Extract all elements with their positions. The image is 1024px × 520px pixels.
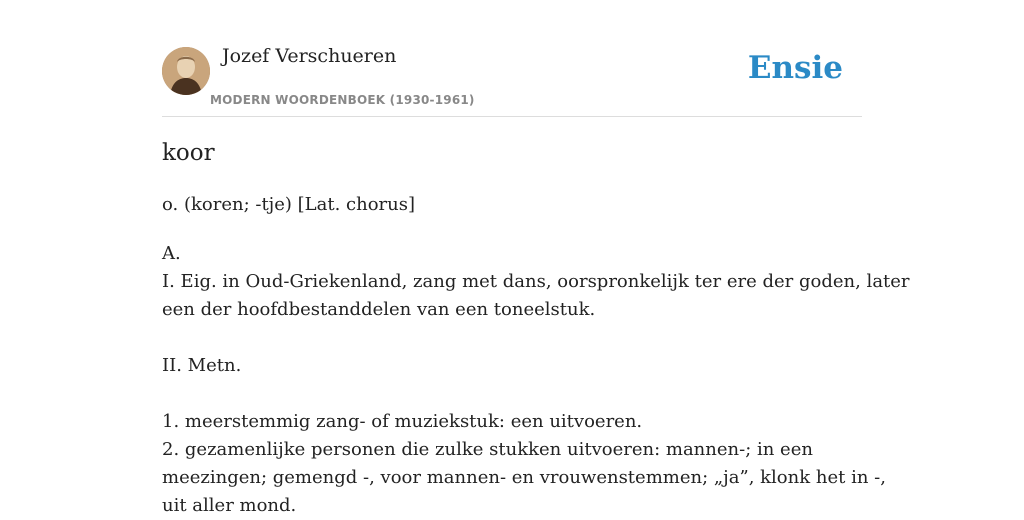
author-name[interactable]: Jozef Verschueren [222, 45, 397, 67]
entry-page [162, 0, 910, 516]
definition-line [162, 380, 862, 408]
definition-line: uit aller mond. [162, 495, 297, 516]
ensie-logo[interactable]: Ensie [747, 50, 843, 86]
grammar-info: o. (koren; -tje) [Lat. chorus] [162, 194, 416, 215]
dictionary-source[interactable]: MODERN WOORDENBOEK (1930-1961) [210, 93, 475, 107]
definition-line: II. Metn. [162, 355, 242, 376]
definition-body [162, 240, 910, 520]
portrait-icon [162, 47, 210, 95]
author-avatar[interactable] [162, 47, 210, 95]
definition-line [162, 324, 862, 352]
definition-line: een der hoofdbestanddelen van een toneelstuk. [162, 299, 596, 320]
definition-line: I. Eig. in Oud-Griekenland, zang met dans, oorspronkelijk ter ere der goden, later [162, 271, 910, 292]
headword: koor [162, 140, 215, 166]
definition-line: 2. gezamenlijke personen die zulke stukken uitvoeren: mannen-; in een [162, 439, 813, 460]
definition-line: meezingen; gemengd -, voor mannen- en vrouwenstemmen; „ja”, klonk het in -, [162, 467, 886, 488]
definition-line: 1. meerstemmig zang- of muziekstuk: een uitvoeren. [162, 411, 643, 432]
definition-line: A. [162, 243, 181, 264]
entry-header [162, 0, 862, 117]
